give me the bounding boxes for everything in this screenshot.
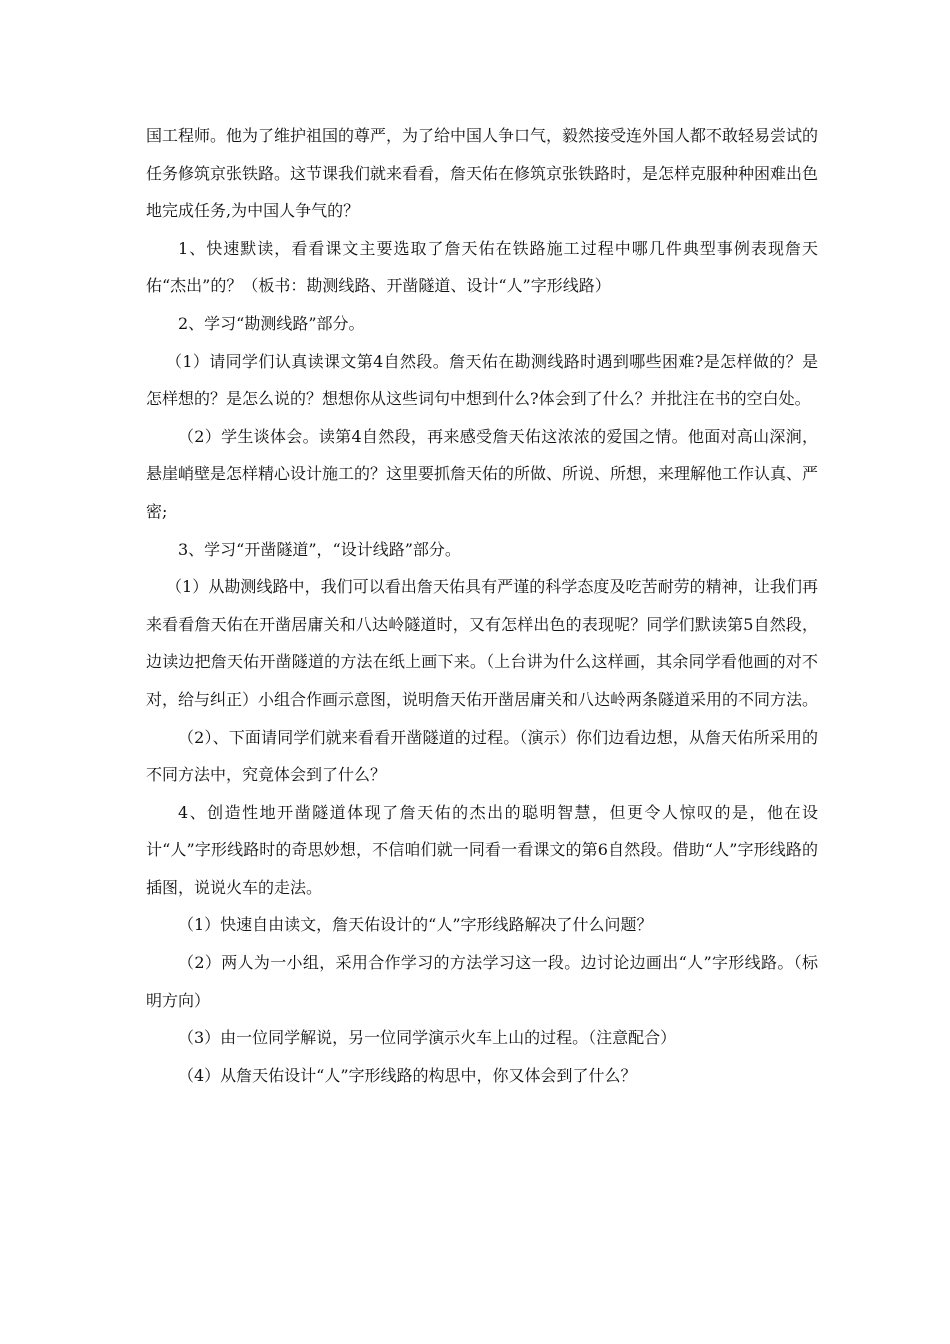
paragraph-step-2-1: （1）请同学们认真读课文第4自然段。詹天佑在勘测线路时遇到哪些困难?是怎样做的？是怎样想的？是怎么说的？想想你从这些词句中想到什么?体会到了什么？并批注在书的空白处。 [146, 351, 818, 409]
paragraph-step-3-2: （2）、下面请同学们就来看看开凿隧道的过程。（演示）你们边看边想，从詹天佑所采用的不同方法中，究竟体会到了什么？ [146, 727, 818, 785]
paragraph-step-2-2: （2）学生谈体会。读第4自然段，再来感受詹天佑这浓浓的爱国之情。他面对高山深涧，悬崖峭壁是怎样精心设计施工的？这里要抓詹天佑的所做、所说、所想，来理解他工作认真、严密; [146, 426, 819, 521]
paragraph-intro: 国工程师。他为了维护祖国的尊严，为了给中国人争口气，毅然接受连外国人都不敢轻易尝试的任务修筑京张铁路。这节课我们就来看看，詹天佑在修筑京张铁路时，是怎样克服种种困难出色地完成任务,为中国人争气的？ [146, 126, 819, 221]
paragraph-step-1: 1、快速默读，看看课文主要选取了詹天佑在铁路施工过程中哪几件典型事例表现詹天佑“杰出”的？（板书：勘测线路、开凿隧道、设计“人”字形线路） [146, 238, 818, 296]
document-body [146, 117, 818, 1094]
paragraph-step-4-2: （2）两人为一小组，采用合作学习的方法学习这一段。边讨论边画出“人”字形线路。（标明方向） [146, 953, 818, 1010]
paragraph-step-4-4: （4）从詹天佑设计“人”字形线路的构思中，你又体会到了什么？ [178, 1065, 637, 1085]
paragraph-step-4-3: （3）由一位同学解说，另一位同学演示火车上山的过程。（注意配合） [178, 1028, 677, 1048]
paragraph-step-3-1: （1）从勘测线路中，我们可以看出詹天佑具有严谨的科学态度及吃苦耐劳的精神，让我们再来看看詹天佑在开凿居庸关和八达岭隧道时，又有怎样出色的表现呢？同学们默读第5自然段，边读边把詹天佑开凿隧道的方法在纸上画下来。（上台讲为什么这样画，其余同学看他画的对不对，给与纠正）小组合作画示意图，说明詹天佑开凿居庸关和八达岭两条隧道采用的不同方法。 [146, 577, 819, 709]
paragraph-step-4-1: （1）快速自由读文，詹天佑设计的“人”字形线路解决了什么问题？ [178, 915, 653, 935]
paragraph-step-2: 2、学习“勘测线路”部分。 [178, 313, 365, 333]
paragraph-step-4: 4、创造性地开凿隧道体现了詹天佑的杰出的聪明智慧，但更令人惊叹的是，他在设计“人”字形线路时的奇思妙想，不信咱们就一同看一看课文的第6自然段。借助“人”字形线路的插图，说说火车的走法。 [146, 802, 818, 897]
paragraph-step-3: 3、学习“开凿隧道”，“设计线路”部分。 [178, 539, 461, 559]
